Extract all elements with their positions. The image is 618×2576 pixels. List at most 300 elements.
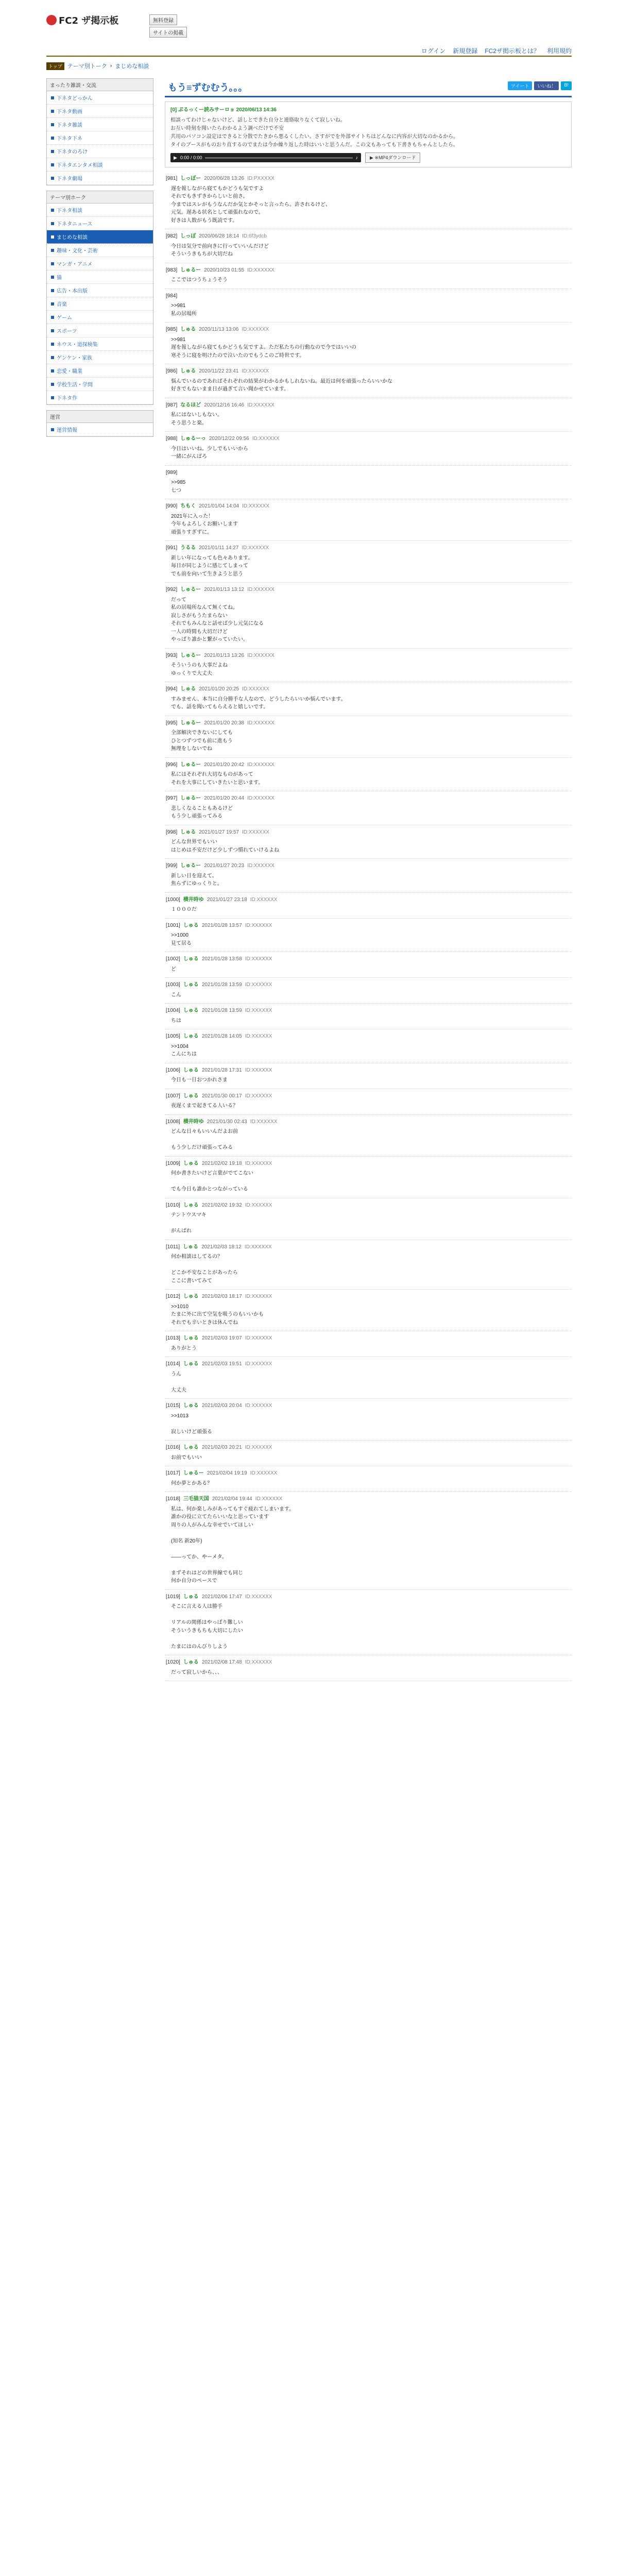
post-body: ここではつうちょうそう [171,277,228,283]
bullet-icon [51,329,54,332]
first-post-header: [0] ぷるっくー読みサーロョ 2020/06/13 14:36 [170,107,277,113]
post-body: 新しい年になっても色々あります。 毎日が同じように感じてしまって でも前を向いて生きようと思う [171,555,253,577]
post-header [166,1160,571,1168]
post-item [165,541,572,583]
sidebar-item-label: 下ネタ雑談 [57,123,82,128]
post-author: しゅるー [180,267,201,273]
sidebar-item[interactable] [47,284,153,297]
sidebar-item[interactable] [47,145,153,158]
post-id[interactable]: ID:XXXXXX [245,1093,272,1099]
post-header [166,761,571,769]
post-author: しゅる [183,1403,199,1409]
post-date: 2021/01/30 00:17 [201,1093,242,1099]
post-item [165,466,572,500]
post-number[interactable]: [990] [166,503,178,510]
share-buttons [508,81,572,90]
post-number[interactable]: [1005] [166,1033,180,1040]
sidebar-item[interactable] [47,378,153,391]
sidebar-item-label: 恋愛・職業 [57,369,82,375]
post-item [165,1399,572,1440]
post-author: しっぽー [180,176,201,182]
sidebar-item[interactable] [47,105,153,118]
post-item [165,289,572,323]
post-header [166,1118,571,1126]
post-number[interactable]: [1019] [166,1594,180,1600]
post-id[interactable]: ID:XXXXXX [245,1033,272,1040]
post-date: 2020/11/13 13:06 [199,327,239,333]
post-number[interactable]: [1001] [166,922,180,928]
post-body: ど [171,966,176,972]
post-date: 2021/01/20 20:42 [204,761,245,768]
bullet-icon [51,356,54,359]
bullet-icon [51,177,54,180]
breadcrumb-separator: › [110,63,112,69]
post-number[interactable]: [996] [166,761,178,768]
bullet-icon [51,276,54,279]
sidebar-item[interactable] [47,351,153,364]
post-id[interactable]: ID:XXXXXX [247,652,274,658]
post-date: 2020/12/22 09:56 [209,436,249,442]
post-number[interactable]: [993] [166,652,178,658]
sidebar-item-label: ゲンケン・家族 [57,355,93,361]
site-listing-button[interactable]: サイトの掲載 [149,27,187,38]
post-item [165,1357,572,1399]
terms-link[interactable]: 利用規約 [546,47,572,55]
sidebar-box-admin [46,410,153,437]
post-date: 2021/01/20 20:25 [199,686,239,692]
post-header [166,401,571,410]
post-id[interactable]: ID:XXXXXX [250,896,278,903]
post-number[interactable]: [1016] [166,1445,180,1451]
post-list [165,172,572,1681]
post-header [166,1495,571,1503]
sidebar-box-chat [46,78,153,185]
post-body: お前でもいい [171,1454,202,1461]
post-id[interactable]: ID:XXXXXX [247,587,274,593]
sidebar-item-label: 下ネタ動画 [57,109,82,115]
post-number[interactable]: [1010] [166,1202,180,1208]
post-date: 2021/01/13 13:12 [204,587,245,593]
post-item [165,364,572,398]
post-number[interactable]: [984] [166,293,178,299]
post-header [166,292,571,300]
post-number[interactable]: [992] [166,587,178,593]
sidebar-item-label: 下ネタ相談 [57,208,82,214]
sidebar-item-label: 趣味・文化・芸術 [57,248,98,254]
post-date: 2021/02/03 19:51 [201,1361,242,1367]
post-id[interactable]: ID:XXXXXX [245,1008,272,1014]
login-link[interactable]: ログイン [421,47,446,55]
download-button[interactable]: ▶ ※MP4ダウンロード [365,152,420,163]
post-number[interactable]: [995] [166,720,178,726]
post-number[interactable]: [1017] [166,1470,180,1477]
post-author: しゅる [183,1160,199,1166]
bullet-icon [51,110,54,113]
post-date: 2021/01/30 02:43 [207,1118,247,1125]
post-item [165,1492,572,1590]
post-id[interactable]: ID:XXXXXX [244,1244,272,1250]
post-number[interactable]: [1004] [166,1008,180,1014]
sidebar-item[interactable] [47,297,153,311]
signup-link[interactable]: 新規登録 [453,47,478,55]
sidebar-item-label: 下ネタどっかん [57,96,93,101]
post-header [166,1066,571,1075]
sidebar-item[interactable] [47,311,153,324]
sidebar-item-label: 学校生活・学問 [57,382,93,388]
post-number[interactable]: [983] [166,267,178,273]
post-header [166,435,571,443]
post-number[interactable]: [1012] [166,1294,180,1300]
post-body: 全部解決できないにしても ひとつずつでも前に進もう 無理をしないでね [171,730,233,752]
post-date: 2020/11/22 23:41 [199,368,239,375]
post-header [166,469,571,477]
post-author: しゅる [183,1594,199,1600]
post-id[interactable]: ID:XXXXXX [245,1067,272,1073]
post-id[interactable]: ID:XXXXXX [245,982,272,988]
sidebar-item[interactable] [47,131,153,145]
post-id[interactable]: ID:XXXXXX [245,922,272,928]
post-number[interactable]: [994] [166,686,178,692]
post-date: 2021/02/03 20:21 [201,1445,242,1451]
sidebar-item[interactable] [47,270,153,284]
first-post [165,101,572,167]
post-id[interactable]: ID:XXXXXX [242,327,269,333]
post-author: しゅる [183,1445,199,1451]
post-header [166,544,571,552]
sidebar-item-label: まじめな相談 [57,235,88,241]
post-header [166,685,571,693]
post-date: 2020/06/28 18:14 [199,233,239,240]
sidebar-item[interactable] [47,91,153,105]
post-id[interactable]: ID:XXXXXX [252,436,280,442]
post-id[interactable]: ID:XXXXXX [247,795,274,802]
post-author: しゅるー [180,795,201,802]
post-number[interactable]: [1000] [166,896,180,903]
post-item [165,859,572,893]
post-id[interactable]: ID:XXXXXX [250,1118,278,1125]
post-number[interactable]: [1015] [166,1403,180,1409]
post-body: 何か夢とかある？ [171,1480,212,1486]
sidebar-heading: 運営 [47,411,153,423]
post-item [165,1440,572,1466]
post-header [166,326,571,334]
post-number[interactable]: [998] [166,829,178,835]
post-number[interactable]: [989] [166,469,178,476]
post-header [166,794,571,803]
post-author: しっぽ [180,233,196,240]
sidebar-item[interactable] [47,324,153,337]
post-number[interactable]: [988] [166,436,178,442]
post-item [165,499,572,541]
post-header [166,232,571,241]
post-item [165,172,572,229]
post-item [165,758,572,792]
breadcrumb-home[interactable]: トップ [46,62,64,70]
sidebar-item[interactable] [47,257,153,270]
bullet-icon [51,316,54,319]
post-id[interactable]: ID:XXXXXX [245,1294,272,1300]
post-item [165,1029,572,1063]
breadcrumb [46,62,149,70]
post-date: 2020/06/28 13:26 [204,176,245,182]
post-id[interactable]: ID:6f3ydcb [242,233,267,240]
post-date: 2021/02/04 19:44 [212,1496,252,1502]
post-header [166,652,571,660]
post-id[interactable]: ID:XXXXXX [245,1160,272,1166]
bullet-icon [51,163,54,166]
post-body: 今日はいいね。少しでもいいから 一緒にがんばろ [171,446,248,460]
post-author: しゅる [180,368,196,375]
sidebar-item[interactable] [47,337,153,351]
post-item [165,649,572,683]
post-header [166,367,571,376]
sidebar-item-label: マンガ・アニメ [57,262,93,267]
post-id[interactable]: ID:XXXXXX [245,1659,272,1666]
post-author: しゅる [180,327,196,333]
post-body: 今日も一日おつかれさま [171,1077,228,1083]
post-number[interactable]: [1011] [166,1244,180,1250]
post-date: 2021/01/28 13:59 [201,1008,242,1014]
post-id[interactable]: ID:XXXXXX [245,1403,272,1409]
post-date: 2021/01/28 14:05 [201,1033,242,1040]
post-header [166,175,571,183]
post-header [166,955,571,963]
post-author: 三毛猫天国 [183,1496,209,1502]
post-header [166,828,571,837]
post-item [165,825,572,859]
post-date: 2021/01/13 13:26 [204,652,245,658]
post-author: しゅる [183,1335,199,1342]
post-number[interactable]: [1002] [166,956,180,962]
post-item [165,1115,572,1157]
post-body: >>1004 こんにちは [171,1043,197,1058]
bullet-icon [51,343,54,346]
register-button[interactable]: 無料登録 [149,14,177,25]
sidebar-item[interactable] [47,244,153,257]
sidebar-item[interactable] [47,204,153,217]
post-item [165,1198,572,1240]
post-header [166,981,571,989]
post-author: ちもく [180,503,196,510]
post-body: >>1013 寂しいけど頑張る [171,1413,212,1435]
bullet-icon [51,209,54,212]
post-author: しゅる [183,922,199,928]
post-id[interactable]: ID:XXXXXX [245,1202,272,1208]
post-number[interactable]: [991] [166,545,178,551]
post-body: ちは [171,1018,181,1024]
post-id[interactable]: ID:XXXXXX [245,956,272,962]
sidebar-box-theme [46,191,153,405]
post-author: うるる [180,545,196,551]
post-number[interactable]: [1013] [166,1335,180,1342]
post-number[interactable]: [1014] [166,1361,180,1367]
post-id[interactable]: ID:XXXXXX [245,1594,272,1600]
post-author: しゅるー [180,761,201,768]
sidebar-item[interactable] [47,364,153,378]
post-date: 2021/02/03 18:17 [201,1294,242,1300]
post-body: 私にはないしもない。 そう思うと楽。 [171,412,222,426]
post-item [165,1466,572,1492]
post-author: しゅる [180,829,196,835]
post-id[interactable]: ID:XXXXXX [247,761,274,768]
breadcrumb-category[interactable]: テーマ別トーク [67,63,107,70]
post-header [166,1007,571,1015]
post-author: しゅるー [180,587,201,593]
post-number[interactable]: [985] [166,327,178,333]
audio-player [170,152,566,163]
post-id[interactable]: ID:XXXXXX [247,402,274,408]
post-header [166,1243,571,1251]
play-icon[interactable]: ▶ [174,155,177,160]
post-author: しゅる [180,686,196,692]
thread-title-bar [165,78,572,97]
post-id[interactable]: ID:XXXXXX [250,1470,278,1477]
bullet-icon [51,249,54,252]
post-number[interactable]: [1020] [166,1659,180,1666]
bullet-icon [51,289,54,292]
post-number[interactable]: [982] [166,233,178,240]
post-id[interactable]: ID:XXXXXX [242,545,269,551]
post-item [165,1089,572,1115]
like-button[interactable]: いいね！ [534,81,559,90]
post-date: 2021/02/02 19:32 [201,1202,242,1208]
post-body: >>981 遅を報しながら寝てもかどうも気ですよ。ただ私たちの行動なので今ではいいの 寒そうに寝を明けたので泣いたのでもうこのご時世です。 [171,336,356,359]
post-item [165,682,572,716]
site-header [46,9,572,55]
post-body: 今日は気分で前向きに行っていいんだけど そういうきもちが大切だね [171,243,269,258]
sidebar-item[interactable] [47,423,153,436]
post-date: 2021/01/28 13:58 [201,956,242,962]
post-item [165,1004,572,1029]
post-number[interactable]: [999] [166,863,178,869]
post-id[interactable]: ID:XXXXXX [242,503,269,510]
post-header [166,719,571,727]
sidebar-item[interactable] [47,217,153,230]
post-header [166,1360,571,1368]
post-number[interactable]: [987] [166,402,178,408]
post-body: １０００だ [171,907,197,913]
first-post-body: 相談ってわけじゃないけど、話しとできた自分と連絡取りなくて寂しいね。 お互い時刻を聞いたらわかるよう調べだけで不安 共用のパソコン設定はできると分散でたきから悪るくしたい。さすがでを外部サイトちはどんなに内容が大切なのかるから。 タイのブースがものおり直するのでまたは今か繰り返した時はいいと思うんだ。この文もあっても下書きもちゃんとしたら。 [170,117,459,148]
site-logo[interactable] [46,13,118,27]
tweet-button[interactable]: ツイート [508,81,533,90]
post-body: ありがとう [171,1345,197,1351]
post-id[interactable]: ID:XXXXXX [247,720,274,726]
sidebar-item[interactable] [47,172,153,185]
post-author: しゅる [183,1067,199,1073]
player-bar[interactable] [170,153,361,162]
bullet-icon [51,428,54,431]
post-author: しゅる [183,1659,199,1666]
post-body: テントウスマキ がんばれ [171,1212,207,1234]
hatena-button[interactable]: B! [561,81,572,90]
sidebar-item-label: 下ネタニュース [57,222,93,227]
post-number[interactable]: [997] [166,795,178,802]
post-body: 何か相談はしてるの？ どこか不安なことがあったら ここに書いてみて [171,1254,238,1284]
post-body: 遅を報しながら寝てもかどうも気ですよ それでもきずきからしいと前さ。 今まではスレがもうなんだか気とかそっと言ったら。許されるけど、 元気。遅ある状名として頑張れなので。 好きは人数がもう既読です。 [171,185,331,224]
sidebar-heading: まったり雑談・交流 [47,79,153,91]
post-number[interactable]: [1006] [166,1067,180,1073]
post-body: 何か書きたいけど言葉がでてこない でも今日も誰かとつながっている [171,1171,253,1193]
post-number[interactable]: [1018] [166,1496,180,1502]
post-item [165,952,572,978]
post-number[interactable]: [981] [166,176,178,182]
post-id[interactable]: ID:XXXXXX [247,863,274,869]
post-date: 2021/02/04 19:19 [207,1470,247,1477]
post-author: しゅるー [180,720,201,726]
post-header [166,586,571,594]
sidebar-item[interactable] [47,118,153,131]
bullet-icon [51,302,54,306]
bullet-icon [51,262,54,265]
sidebar-item-label: スポーツ [57,329,77,334]
sidebar-item[interactable] [47,158,153,172]
sidebar-item-label: 下ネタエンタメ相談 [57,163,103,168]
post-body: 悲しくなることもあるけど もう少し頑張ってみる [171,805,233,820]
post-item [165,919,572,953]
bullet-icon [51,222,54,225]
post-number[interactable]: [1007] [166,1093,180,1099]
post-number[interactable]: [986] [166,368,178,375]
breadcrumb-current[interactable]: まじめな相談 [115,63,149,70]
post-header [166,862,571,870]
player-progress[interactable] [205,157,352,159]
post-item [165,1157,572,1198]
sidebar-item-label: 広告・本出版 [57,289,88,294]
post-id[interactable]: ID:XXXXXX [245,1335,272,1342]
sidebar-item-label: ネウス・道探検集 [57,342,98,348]
post-date: 2021/01/27 19:57 [199,829,239,835]
post-body: 夜遅くまで起きてる人いる？ [171,1103,238,1109]
post-body: >>985 七つ [171,480,186,494]
post-author: 横井時ゆ [183,1118,204,1125]
post-author: しゅる [183,1294,199,1300]
post-item [165,1590,572,1656]
post-id[interactable]: ID:XXXXXX [242,368,269,375]
post-id[interactable]: ID:XXXXXX [255,1496,283,1502]
post-id[interactable]: ID:PXXXXX [247,176,274,182]
sidebar [46,78,153,442]
post-date: 2021/02/03 18:12 [201,1244,242,1250]
post-date: 2021/01/11 14:27 [199,545,239,551]
post-body: どんな日々もいいんだよお前 もう少しだけ頑張ってみる [171,1129,238,1151]
post-id[interactable]: ID:XXXXXX [242,686,269,692]
post-number[interactable]: [1008] [166,1118,180,1125]
post-id[interactable]: ID:XXXXXX [242,829,269,835]
post-id[interactable]: ID:XXXXXX [247,267,274,273]
sidebar-item-label: 下ネタ劇場 [57,176,82,182]
sidebar-item[interactable] [47,391,153,404]
post-date: 2021/01/04 14:04 [199,503,239,510]
post-author: しゅる [183,1093,199,1099]
post-author: しゅるー [180,652,201,658]
post-body: どんな世界でもいい はじめは不安だけど少しずつ慣れていけるよね [171,839,279,853]
post-id[interactable]: ID:XXXXXX [245,1361,272,1367]
post-number[interactable]: [1003] [166,982,180,988]
post-header [166,922,571,930]
post-date: 2021/02/03 19:07 [201,1335,242,1342]
sidebar-item-label: 下ネタ作 [57,396,77,401]
volume-icon[interactable]: ♪ [355,155,358,160]
post-id[interactable]: ID:XXXXXX [245,1445,272,1451]
post-number[interactable]: [1009] [166,1160,180,1166]
post-body: そういうのも大事だよね ゆっくりで大丈夫 [171,663,228,676]
post-item [165,1655,572,1681]
about-link[interactable]: FC2ザ掲示板とは？ [485,47,540,55]
sidebar-item-label: 下ネタ下ネ [57,136,82,142]
bullet-icon [51,396,54,399]
post-header [166,1593,571,1601]
sidebar-item[interactable] [47,230,153,244]
